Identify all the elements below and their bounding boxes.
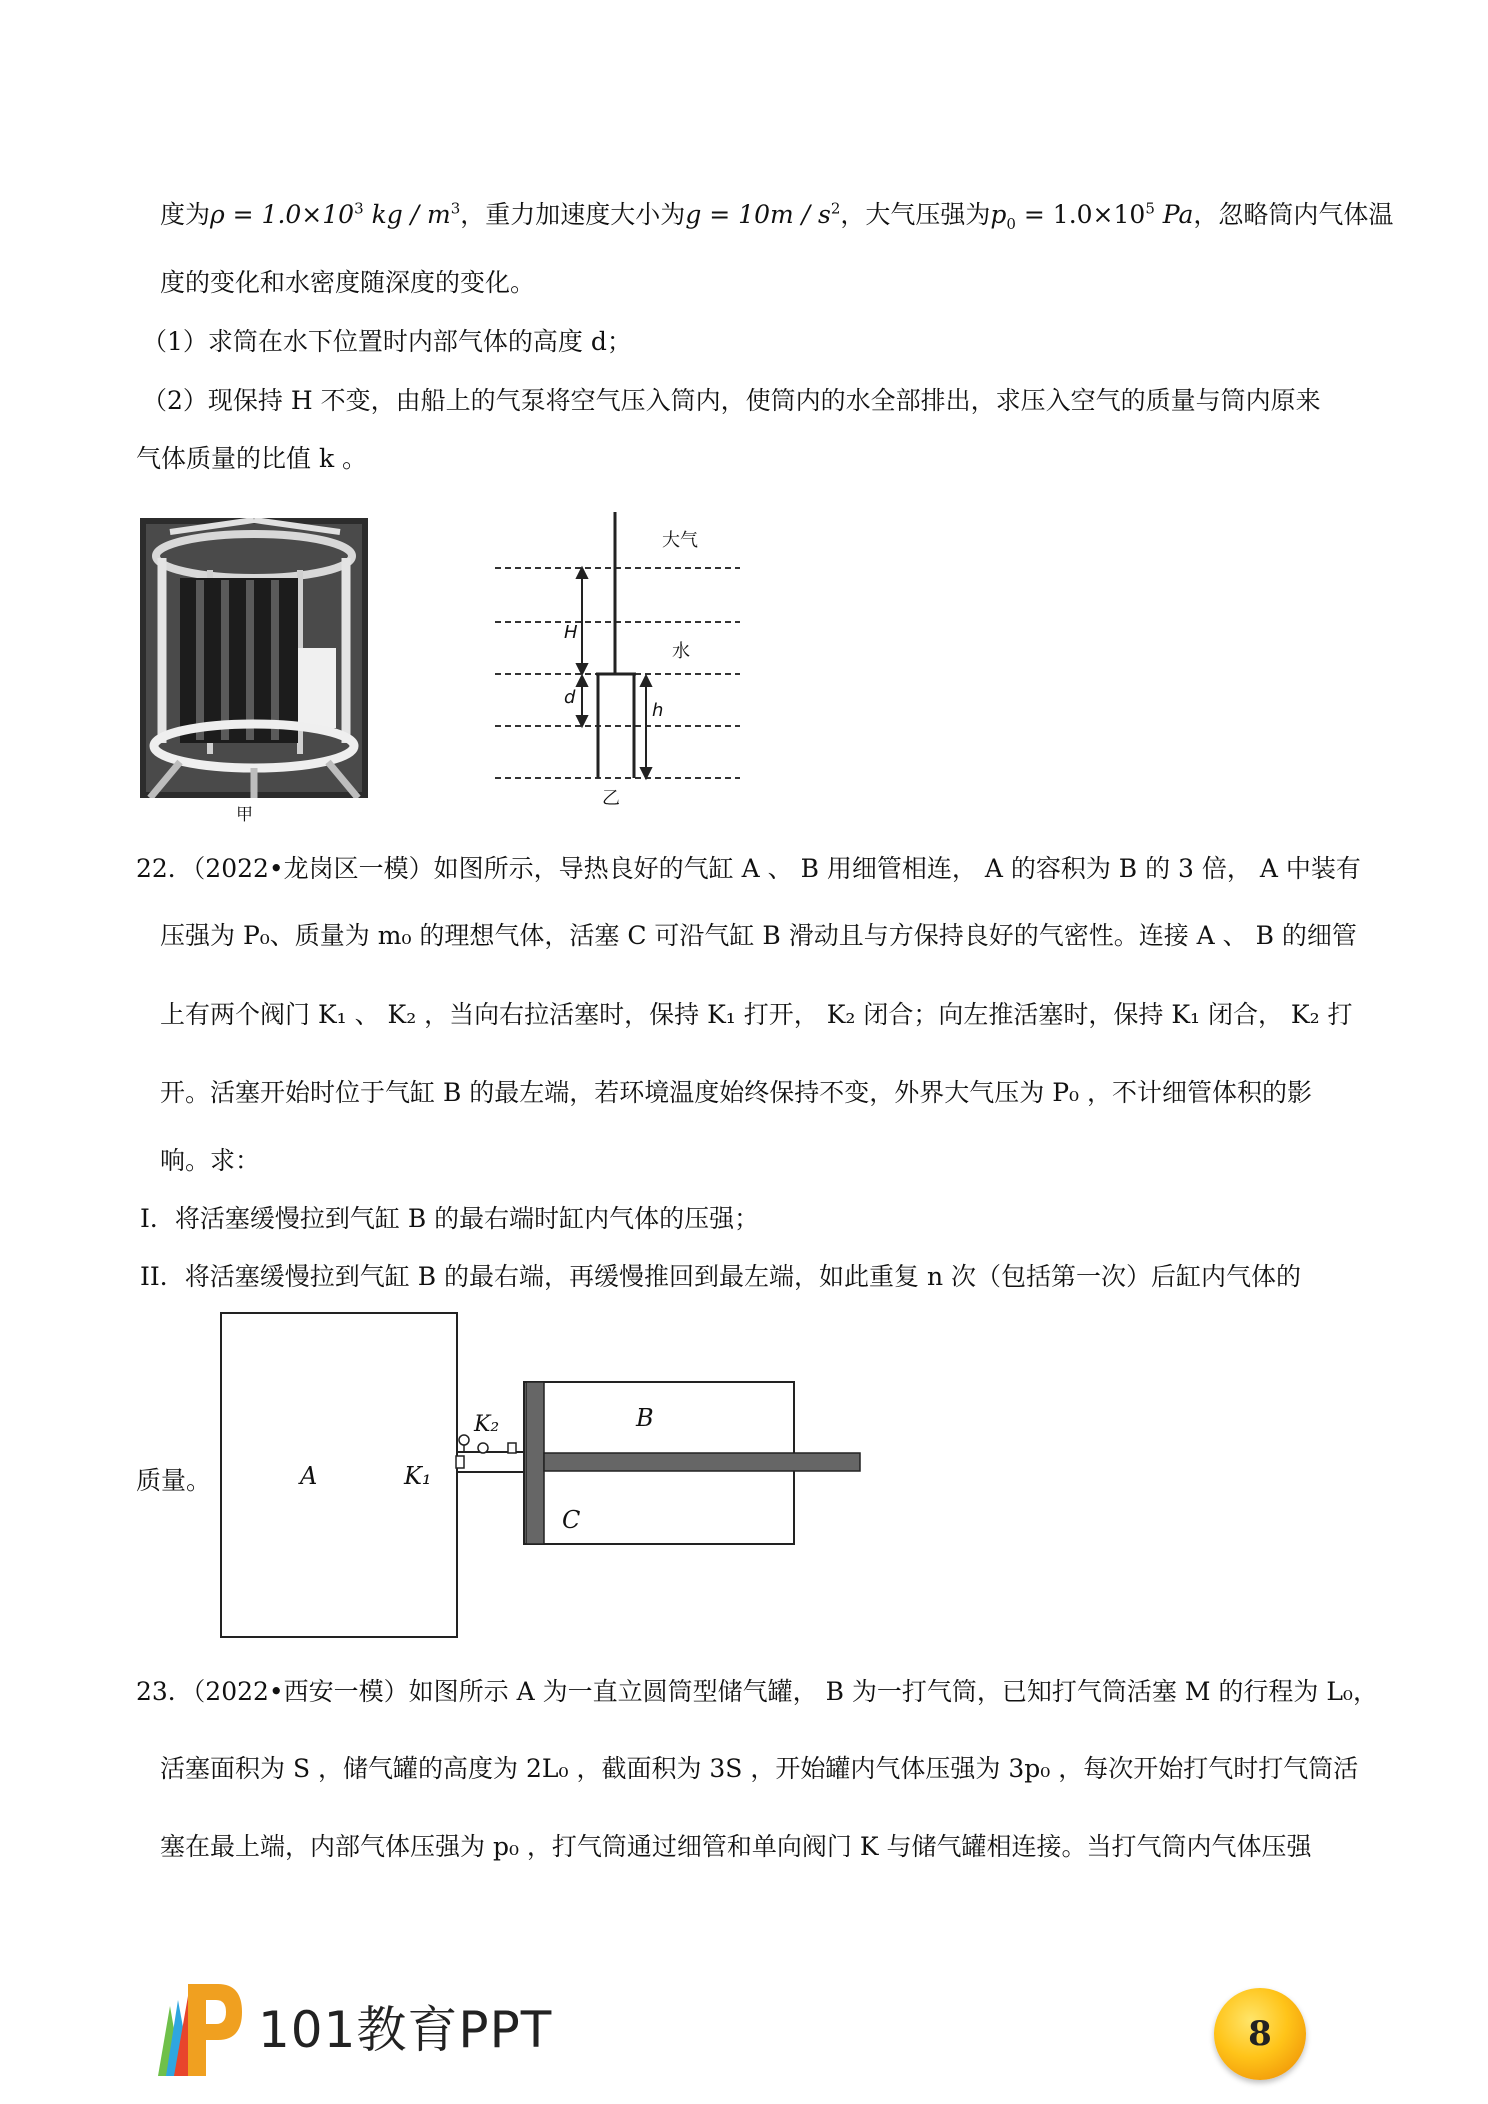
logo-mark-svg — [148, 1976, 244, 2084]
p21-question-2a: （2）现保持 H 不变，由船上的气泵将空气压入筒内，使筒内的水全部排出，求压入空气的质量与筒内原来 — [142, 386, 1321, 415]
p23-line2: 活塞面积为 S ，储气罐的高度为 2L₀ ，截面积为 3S ，开始罐内气体压强为 3p₀ ，每次开始打气时打气筒活 — [160, 1754, 1359, 1783]
p21-question-1: （1）求筒在水下位置时内部气体的高度 d； — [142, 327, 632, 356]
p22-line2: 压强为 P₀、质量为 m₀ 的理想气体，活塞 C 可沿气缸 B 滑动且与方保持良好的气密性。连接 A 、 B 的细管 — [160, 921, 1357, 950]
p22-line1: 22．（2022•龙岗区一模）如图所示，导热良好的气缸 A 、 B 用细管相连， A 的容积为 B 的 3 倍， A 中装有 — [136, 854, 1361, 883]
label-B: B — [636, 1404, 654, 1432]
page-number-badge: 8 — [1214, 1988, 1306, 2080]
p22-question-II: II．将活塞缓慢拉到气缸 B 的最右端，再缓慢推回到最左端，如此重复 n 次（包括第一次）后缸内气体的 — [140, 1262, 1302, 1291]
p23-line3: 塞在最上端，内部气体压强为 p₀ ，打气筒通过细管和单向阀门 K 与储气罐相连接。当打气筒内气体压强 — [160, 1832, 1312, 1861]
p22-question-I: I．将活塞缓慢拉到气缸 B 的最右端时缸内气体的压强； — [140, 1204, 760, 1233]
p21-line1: 度为$\rho = 1.0\times 10^3$ kg / $m^3$，重力加速度大小为$g = 10m / s^2$，大气压强为$p_0 = 1.0\times 10^5$ Pa，忽略筒内气体温 — [160, 199, 1394, 233]
water-tube-diagram — [490, 512, 750, 812]
label-air: 大气 — [662, 530, 698, 551]
p22-line4: 开。活塞开始时位于气缸 B 的最左端，若环境温度始终保持不变，外界大气压为 P₀ ，不计细管体积的影 — [160, 1078, 1313, 1107]
p22-line3: 上有两个阀门 K₁ 、 K₂ ，当向右拉活塞时，保持 K₁ 打开， K₂ 闭合；向左推活塞时，保持 K₁ 闭合， K₂ 打 — [160, 1000, 1353, 1029]
label-K1: K₁ — [404, 1462, 432, 1490]
label-A: A — [300, 1462, 318, 1490]
photo-caption: 甲 — [236, 805, 253, 825]
logo-mark — [148, 1976, 244, 2088]
diving-bell-photo — [140, 518, 368, 798]
label-d: d — [564, 687, 576, 708]
diving-bell-photo-image — [140, 518, 368, 798]
label-h: h — [652, 700, 664, 721]
label-water: 水 — [672, 641, 690, 662]
p21-question-2b: 气体质量的比值 k 。 — [136, 444, 368, 473]
logo-text: 101教育PPT — [258, 2001, 553, 2059]
p23-line1: 23．（2022•西安一模）如图所示 A 为一直立圆筒型储气罐， B 为一打气筒，已知打气筒活塞 M 的行程为 L₀， — [136, 1677, 1378, 1706]
p21-line2: 度的变化和水密度随深度的变化。 — [160, 268, 536, 297]
p22-question-II-end: 质量。 — [136, 1466, 212, 1495]
p22-line5: 响。求： — [160, 1146, 261, 1175]
label-K2: K₂ — [474, 1412, 500, 1437]
label-C: C — [562, 1506, 581, 1534]
label-H: H — [564, 622, 578, 643]
water-tube-diagram-svg — [490, 512, 750, 812]
cylinder-diagram — [218, 1310, 868, 1642]
diagram-caption: 乙 — [602, 788, 620, 809]
